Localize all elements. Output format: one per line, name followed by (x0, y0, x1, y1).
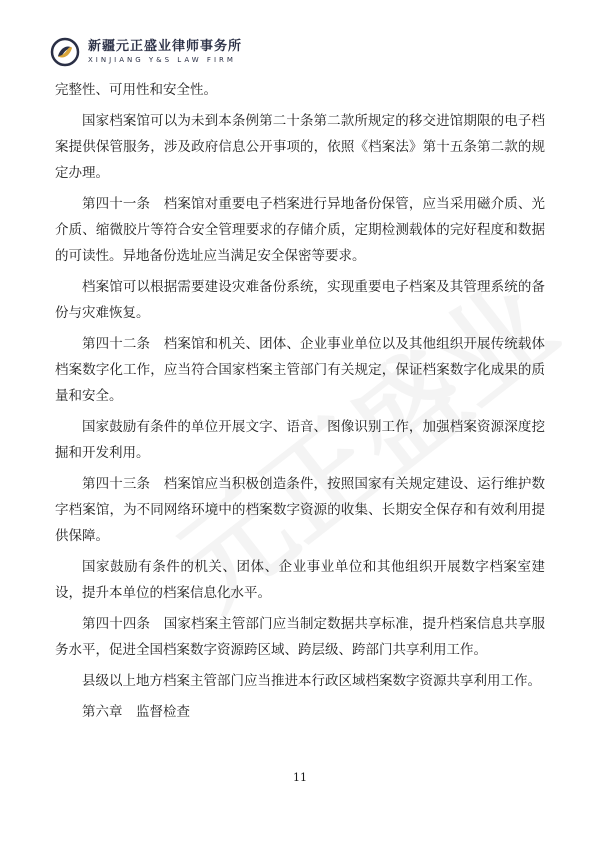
article-41: 第四十一条 档案馆对重要电子档案进行异地备份保管，应当采用磁介质、光介质、缩微胶片等符合安全管理要求的存储介质，定期检测载体的完好程度和数据的可读性。异地备份选址应当满足安全保密等要求。 (55, 196, 545, 264)
firm-logo-icon (50, 37, 80, 67)
page-number: 11 (293, 771, 307, 784)
paragraph: 完整性、可用性和安全性。 (55, 82, 217, 98)
article-42: 第四十二条 档案馆和机关、团体、企业事业单位以及其他组织开展传统载体档案数字化工作，应当符合国家档案主管部门有关规定，保证档案数字化成果的质量和安全。 (55, 336, 545, 404)
article-44: 第四十四条 国家档案主管部门应当制定数据共享标准，提升档案信息共享服务水平，促进全国档案数字资源跨区域、跨层级、跨部门共享利用工作。 (55, 616, 545, 658)
paragraph: 县级以上地方档案主管部门应当推进本行政区域档案数字资源共享利用工作。 (82, 673, 541, 689)
paragraph: 国家鼓励有条件的单位开展文字、语音、图像识别工作，加强档案资源深度挖掘和开发利用。 (55, 419, 545, 461)
article-43: 第四十三条 档案馆应当积极创造条件，按照国家有关规定建设、运行维护数字档案馆，为不同网络环境中的档案数字资源的收集、长期安全保存和有效利用提供保障。 (55, 476, 545, 544)
firm-name-cn: 新疆元正盛业律师事务所 (88, 39, 243, 54)
paragraph: 国家鼓励有条件的机关、团体、企业事业单位和其他组织开展数字档案室建设，提升本单位的档案信息化水平。 (55, 559, 545, 601)
paragraph: 国家档案馆可以为未到本条例第二十条第二款所规定的移交进馆期限的电子档案提供保管服务，涉及政府信息公开事项的，依照《档案法》第十五条第二款的规定办理。 (55, 113, 545, 181)
letterhead (50, 35, 242, 69)
paragraph: 档案馆可以根据需要建设灾难备份系统，实现重要电子档案及其管理系统的备份与灾难恢复。 (55, 279, 545, 321)
document-body (55, 77, 545, 730)
firm-name-en: XINJIANG Y&S LAW FIRM (88, 56, 236, 64)
firm-name-block (88, 39, 242, 65)
chapter-heading: 第六章 监督检查 (82, 704, 190, 720)
